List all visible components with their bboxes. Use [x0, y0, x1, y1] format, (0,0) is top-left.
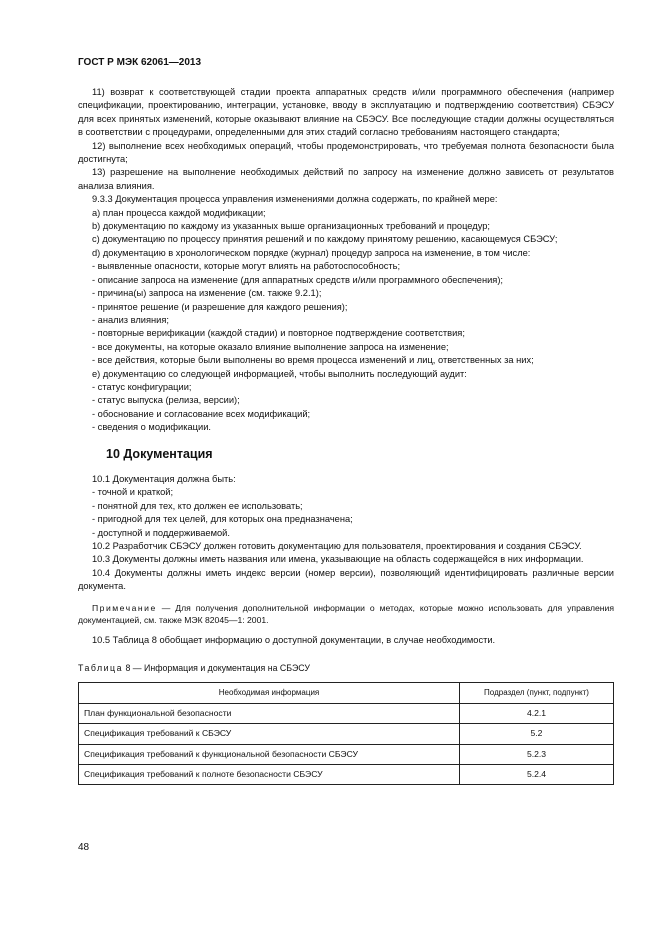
table-header-cell: Необходимая информация: [79, 683, 460, 703]
paragraph: 10.4 Документы должны иметь индекс версии (номер версии), позволяющий идентифицировать различные версии документа.: [78, 567, 614, 592]
paragraph: 11) возврат к соответствующей стадии проекта аппаратных средств и/или программного обеспечения (например спецификации, проектированию, интеграции, установке, вводу в эксплуатацию и подтверждению соответствия) СБЭСУ для всех принятых изменений, которые оказывают влияние на СБЭСУ. Все последующие стадии должны осуществляться в соответствии с процедурами, определенными для этих стадий согласно требованиям настоящего стандарта;: [78, 87, 614, 138]
list-item: - точной и краткой;: [92, 487, 174, 498]
list-item: a) план процесса каждой модификации;: [92, 207, 266, 218]
table-caption: [78, 662, 614, 675]
paragraph: 9.3.3 Документация процесса управления изменениями должна содержать, по крайней мере:: [92, 194, 498, 205]
document-body: [78, 86, 614, 785]
list-item: - статус выпуска (релиза, версии);: [92, 395, 240, 406]
table-cell: Спецификация требований к полноте безопасности СБЭСУ: [79, 765, 460, 785]
note: [78, 602, 614, 626]
page-number: 48: [78, 842, 90, 853]
table-row: [79, 703, 614, 723]
list-item: - все документы, на которые оказало влияние выполнение запроса на изменение;: [92, 341, 449, 352]
table-header-cell: Подраздел (пункт, подпункт): [460, 683, 614, 703]
list-item: e) документацию со следующей информацией, чтобы выполнить последующий аудит:: [92, 368, 467, 379]
note-text: — Для получения дополнительной информации о методах, которые можно использовать для управления документацией, см. также МЭК 82045—1: 2001.: [78, 602, 614, 625]
info-table: [78, 682, 614, 785]
table-cell: Спецификация требований к СБЭСУ: [79, 724, 460, 744]
list-item: - все действия, которые были выполнены во время процесса изменений и лиц, ответственных за них;: [92, 355, 534, 366]
paragraph: 10.3 Документы должны иметь названия или имена, указывающие на область содержащейся в них информации.: [92, 554, 584, 565]
table-cell: 5.2.3: [460, 744, 614, 764]
list-item: - повторные верификации (каждой стадии) и повторное подтверждение соответствия;: [92, 328, 465, 339]
list-item: - причина(ы) запроса на изменение (см. также 9.2.1);: [92, 288, 322, 299]
list-item: - доступной и поддерживаемой.: [92, 527, 230, 538]
list-item: - анализ влияния;: [92, 314, 169, 325]
list-item: - сведения о модификации.: [92, 422, 211, 433]
section-title: 10 Документация: [106, 446, 213, 461]
list-item: - обоснование и согласование всех модификаций;: [92, 408, 311, 419]
table-row: [79, 724, 614, 744]
table-cell: Спецификация требований к функциональной безопасности СБЭСУ: [79, 744, 460, 764]
paragraph: 10.1 Документация должна быть:: [92, 473, 236, 484]
list-item: d) документацию в хронологическом порядке (журнал) процедур запроса на изменение, в том числе:: [92, 247, 531, 258]
table-header-row: [79, 683, 614, 703]
table-caption-label: Таблица: [78, 663, 123, 674]
list-item: - понятной для тех, кто должен ее использовать;: [92, 500, 303, 511]
paragraph: 10.5 Таблица 8 обобщает информацию о доступной документации, в случае необходимости.: [92, 634, 496, 645]
note-label: Примечание: [92, 602, 157, 613]
list-item: c) документацию по процессу принятия решений и по каждому принятому решению, касающемуся СБЭСУ;: [92, 234, 558, 245]
list-item: b) документацию по каждому из указанных выше организационных требований и процедур;: [92, 221, 490, 232]
table-row: [79, 744, 614, 764]
table-cell: 4.2.1: [460, 703, 614, 723]
list-item: - статус конфигурации;: [92, 381, 192, 392]
list-item: - принятое решение (и разрешение для каждого решения);: [92, 301, 348, 312]
table-cell: 5.2.4: [460, 765, 614, 785]
list-item: - выявленные опасности, которые могут влиять на работоспособность;: [92, 261, 401, 272]
document-header: ГОСТ Р МЭК 62061—2013: [78, 57, 202, 68]
list-item: - пригодной для тех целей, для которых она предназначена;: [92, 514, 353, 525]
paragraph: 10.2 Разработчик СБЭСУ должен готовить документацию для пользователя, проектирования и создания СБЭСУ.: [92, 541, 582, 551]
paragraph: 12) выполнение всех необходимых операций, чтобы продемонстрировать, что требуемая полнота безопасности была достигнута;: [78, 140, 614, 165]
table-caption-text: 8 — Информация и документация на СБЭСУ: [123, 663, 310, 674]
table-cell: План функциональной безопасности: [79, 703, 460, 723]
table-row: [79, 765, 614, 785]
table-cell: 5.2: [460, 724, 614, 744]
list-item: - описание запроса на изменение (для аппаратных средств и/или программного обеспечения);: [92, 274, 503, 285]
paragraph: 13) разрешение на выполнение необходимых действий по запросу на изменение должно зависеть от результатов анализа влияния.: [78, 167, 614, 191]
